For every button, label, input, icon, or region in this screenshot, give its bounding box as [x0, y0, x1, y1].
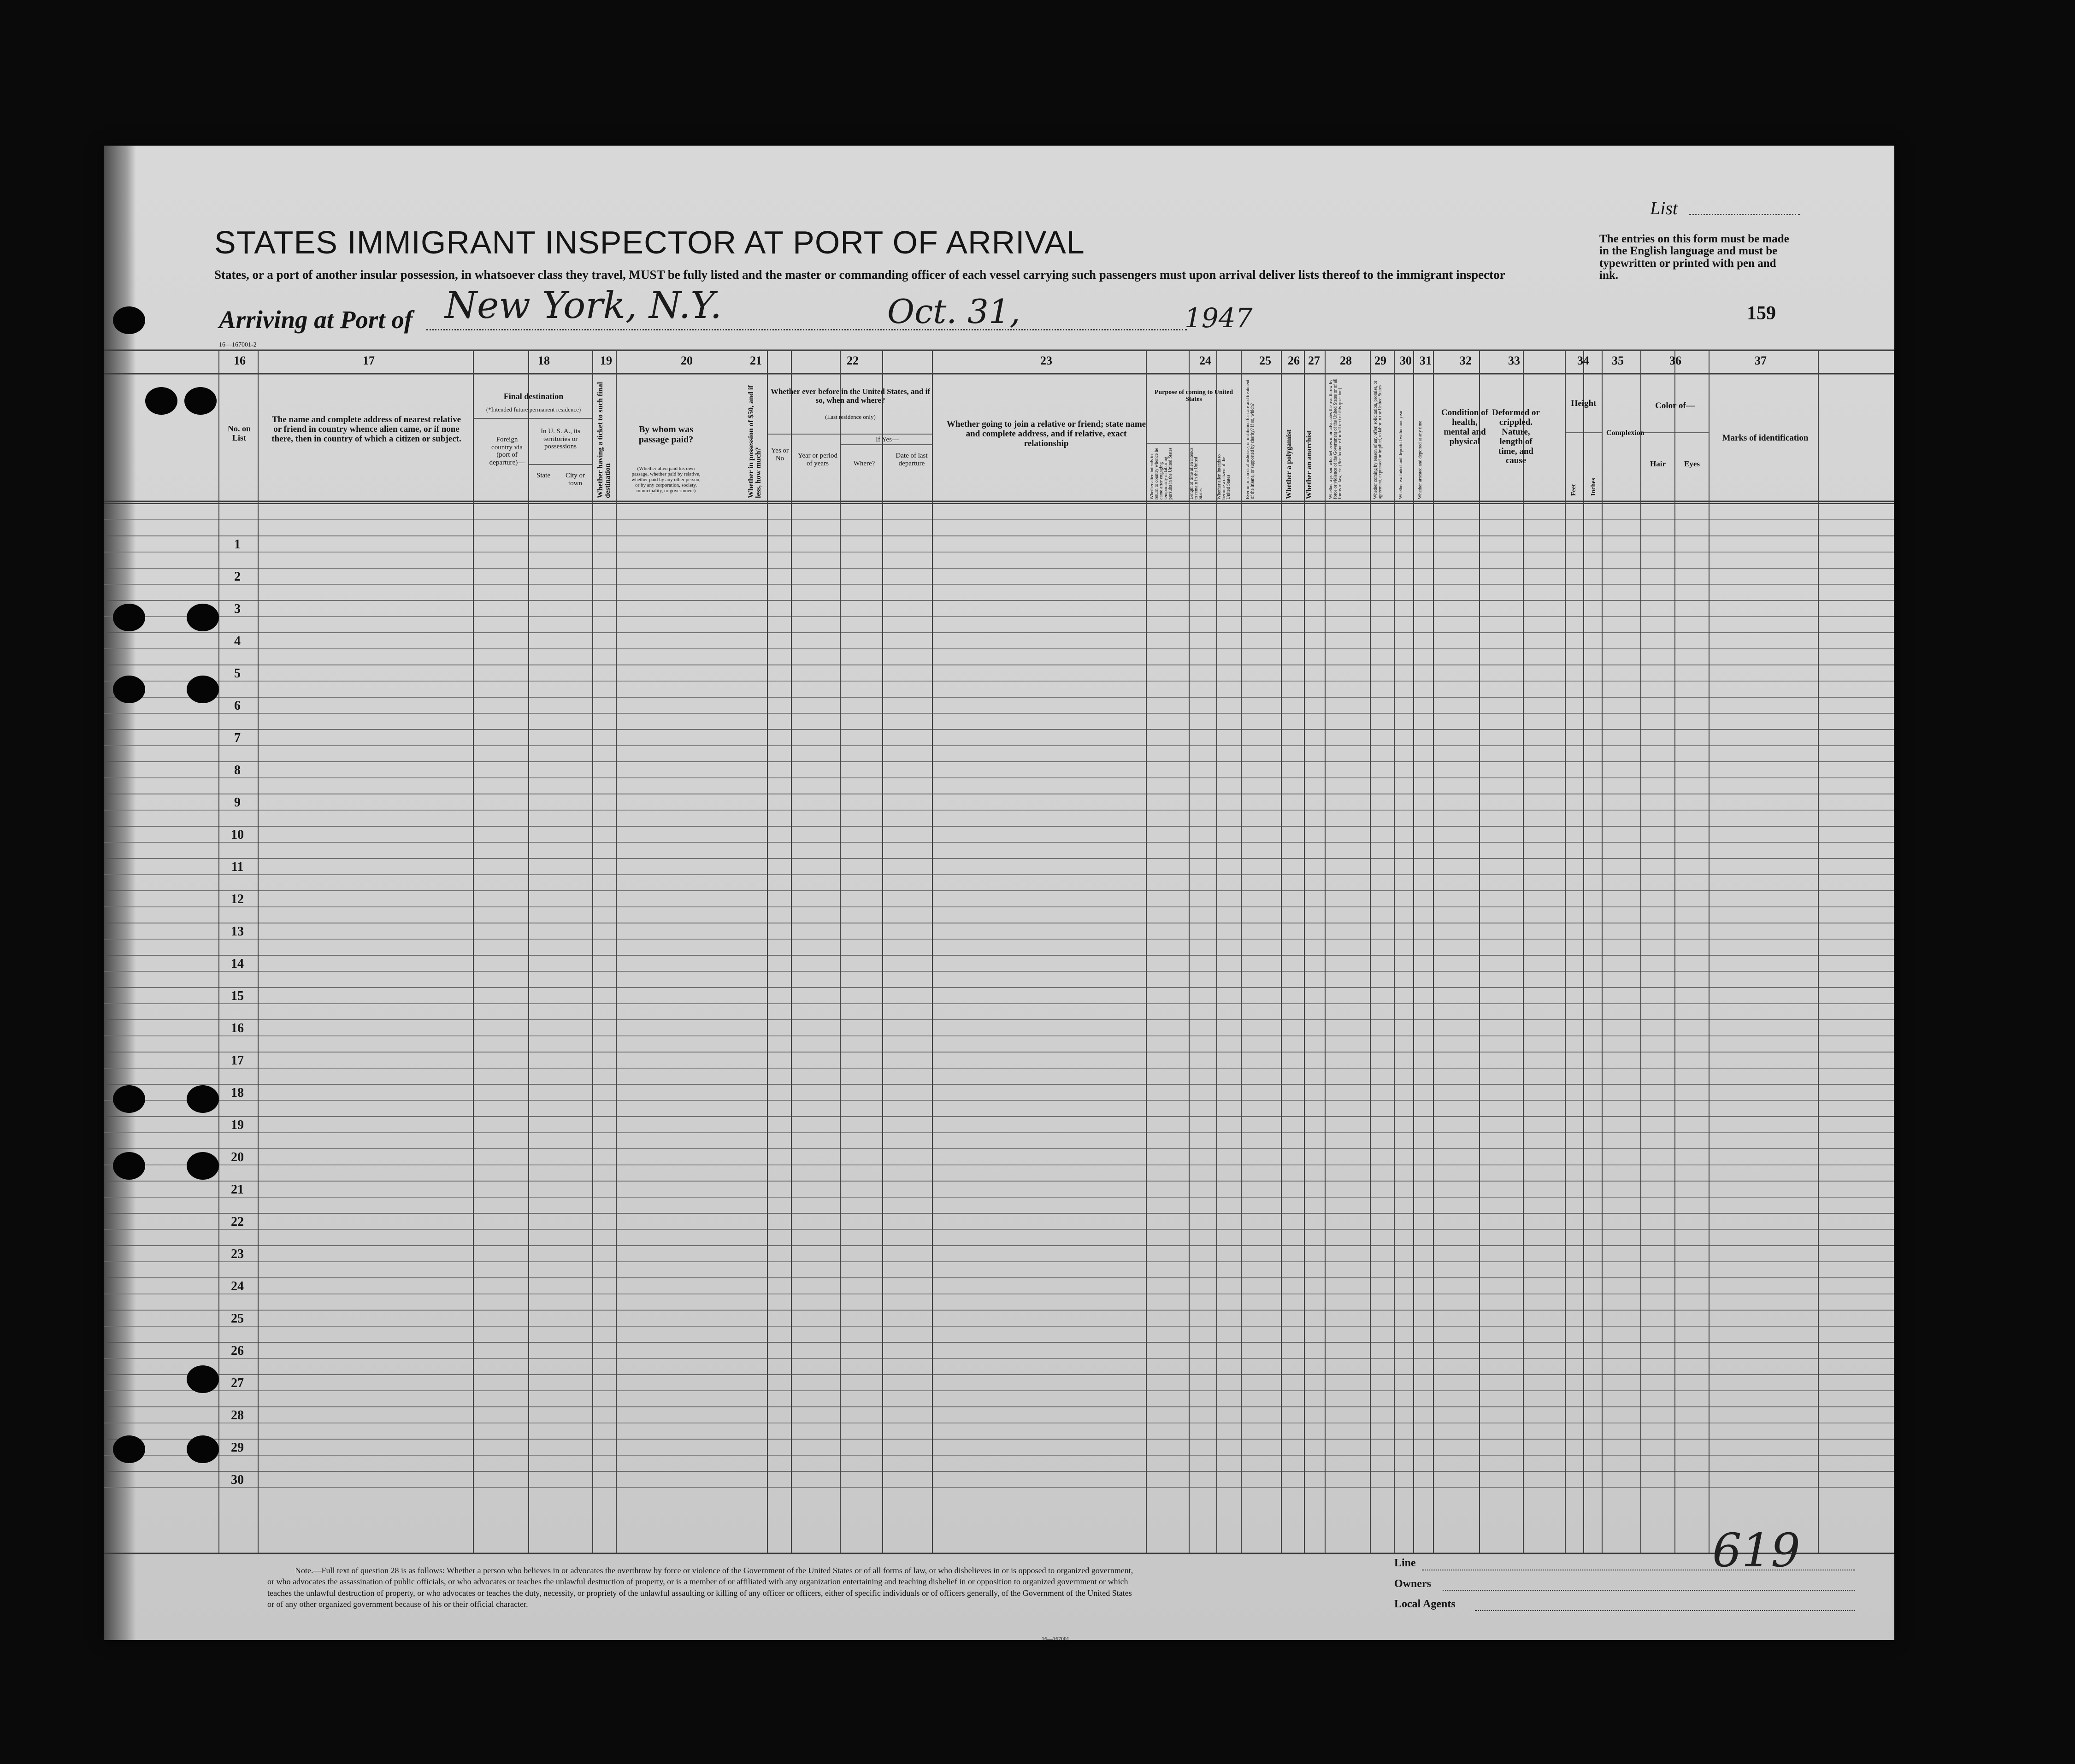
header-final-destination-note: (*Intended future permanent residence): [486, 406, 581, 413]
column-number-28: 28: [1340, 354, 1352, 367]
punch-hole: [187, 1365, 219, 1393]
row-number: 12: [231, 892, 244, 906]
header-foreign-country: Foreign country via (port of departure)—: [489, 436, 525, 466]
header-polygamist: Whether a polygamist: [1285, 429, 1293, 499]
row-number: 6: [234, 699, 241, 713]
header-purpose-citizen: Whether alien intends to become a citizen of the United States: [1217, 454, 1231, 500]
column-number-20: 20: [681, 354, 693, 367]
owners-field: [1443, 1590, 1855, 1591]
header-purpose: Purpose of coming to United States: [1154, 389, 1233, 403]
header-no-on-list: No. on List: [227, 424, 251, 442]
column-number-18: 18: [538, 354, 550, 367]
header-ever-before-note: (Last residence only): [825, 413, 876, 420]
punch-hole: [187, 604, 219, 631]
row-number: 8: [234, 763, 241, 777]
row-number: 2: [234, 570, 241, 584]
header-where: Where?: [853, 460, 875, 467]
header-if-yes: If Yes—: [875, 436, 899, 443]
row-number: 11: [231, 860, 244, 874]
punch-hole: [113, 676, 145, 703]
header-complexion: Complexion: [1606, 429, 1645, 437]
column-number-23: 23: [1040, 354, 1052, 367]
punch-hole: [113, 1435, 145, 1463]
row-number: 16: [231, 1021, 244, 1035]
local-agents-label: Local Agents: [1394, 1598, 1456, 1610]
header-year-period: Year or period of years: [798, 452, 837, 467]
header-question-28: Whether a person who believes in or advocates the overthrow by force or violence of the Government of the United States or of all forms of law, etc. (See footnote for full text of this question): [1328, 378, 1343, 499]
header-ticket: Whether having a ticket to such final destination: [596, 382, 612, 498]
column-number-25: 25: [1259, 354, 1271, 367]
row-number: 3: [234, 602, 241, 616]
header-yes-no: Yes or No: [771, 447, 789, 462]
page-number: 159: [1747, 303, 1776, 324]
punch-hole: [184, 387, 217, 415]
header-hair: Hair: [1650, 459, 1666, 468]
header-color: Color of—: [1655, 401, 1695, 411]
manifest-sheet: [104, 146, 1894, 1640]
header-deformed: Deformed or crippled. Nature, length of time, and cause: [1492, 408, 1540, 466]
list-label: List: [1650, 198, 1678, 218]
punch-hole: [113, 604, 145, 631]
header-arrested: Whether arrested and deported at any time: [1418, 421, 1423, 499]
header-purpose-return: Whether alien intends to return to country whence he came after engaging temporarily in laboring pursuits in the United States: [1150, 447, 1173, 500]
column-number-29: 29: [1374, 354, 1386, 367]
row-number: 5: [234, 666, 241, 681]
header-final-destination: Final destination: [503, 392, 564, 401]
column-number-31: 31: [1420, 354, 1432, 367]
corner-handwritten-number: 619: [1712, 1523, 1800, 1577]
footnote-question-28: Note.—Full text of question 28 is as follows: Whether a person who believes in or advocates the overthrow by force or violence of the Government of the United States or of all forms of law, or who disbelieves in or is opposed to organized government, or who advocates the assassination of public officials, or who advocates or teaches the unlawful destruction of property, or is a member of or affiliated with any organization entertaining and teaching disbelief in or opposition to organized government or which teaches the unlawful destruction of property, or who advocates or teaches the duty, necessity, or propriety of the unlawful assaulting or killing of any officer or officers, either of specific individuals or of officers generally, of the Government of the United States or of any other organized government because of his or their official character.: [267, 1566, 1133, 1609]
punch-hole: [187, 676, 219, 703]
header-feet: Feet: [1570, 484, 1577, 496]
header-date-departure: Date of last departure: [896, 452, 928, 467]
row-number: 10: [231, 828, 244, 842]
header-eyes: Eyes: [1684, 459, 1700, 468]
column-number-24: 24: [1199, 354, 1211, 367]
port-handwritten: New York, N.Y.: [445, 284, 722, 327]
owners-label: Owners: [1394, 1578, 1431, 1590]
form-subtitle: States, or a port of another insular possession, in whatsoever class they travel, MUST be fully listed and the master or commanding officer of each vessel carrying such passengers must upon arrival deliver lists thereof to the immigrant inspector: [214, 268, 1505, 282]
local-agents-field: [1475, 1610, 1855, 1611]
column-number-19: 19: [600, 354, 612, 367]
row-number: 27: [231, 1376, 244, 1390]
punch-hole: [145, 387, 177, 415]
row-number: 17: [231, 1053, 244, 1068]
header-passage-note: (Whether alien paid his own passage, whether paid by relative, whether paid by any other person, or by any corporation, society, municipality, or government): [631, 466, 701, 494]
arriving-label: Arriving at Port of: [219, 306, 413, 334]
header-ever-before: Whether ever before in the United States, and if so, when and where?: [770, 387, 931, 405]
column-number-17: 17: [363, 354, 375, 367]
header-health: Condition of health, mental and physical: [1441, 408, 1488, 447]
row-number: 20: [231, 1150, 244, 1164]
column-number-35: 35: [1612, 354, 1624, 367]
column-number-16: 16: [234, 354, 246, 367]
punch-hole: [113, 306, 145, 334]
column-number-32: 32: [1460, 354, 1472, 367]
row-number: 30: [231, 1473, 244, 1487]
header-prison: Ever in prison or almshouse, or institution for care and treatment of the insane, or supported by charity? If so, which?: [1245, 379, 1255, 499]
header-anarchist: Whether an anarchist: [1305, 430, 1313, 499]
header-nearest-relative: The name and complete address of nearest relative or friend in country whence alien came, or if none there, then in country of which a citizen or subject.: [271, 415, 461, 444]
row-number: 21: [231, 1182, 244, 1197]
punch-hole: [113, 1085, 145, 1113]
instructions: The entries on this form must be made in the English language and must be typewritten or printed with pen and ink.: [1599, 233, 1789, 282]
row-number: 13: [231, 924, 244, 939]
header-excluded: Whether excluded and deported within one year: [1398, 410, 1403, 499]
footnote-code: 16—167001: [1042, 1635, 1069, 1642]
punch-hole: [113, 1152, 145, 1180]
column-number-21: 21: [750, 354, 762, 367]
row-number: 19: [231, 1118, 244, 1132]
row-number: 26: [231, 1344, 244, 1358]
header-city: City or town: [565, 472, 585, 487]
year-handwritten: 1947: [1185, 302, 1253, 334]
column-number-33: 33: [1508, 354, 1520, 367]
row-number: 25: [231, 1311, 244, 1326]
header-in-usa: In U. S. A., its territories or possessions: [541, 428, 580, 450]
row-number: 15: [231, 989, 244, 1003]
column-number-30: 30: [1400, 354, 1412, 367]
punch-hole: [187, 1085, 219, 1113]
header-purpose-length: Length of time alien intends to remain in the United States: [1189, 447, 1203, 500]
grid: [104, 146, 1894, 1640]
header-inches: Inches: [1590, 478, 1597, 496]
date-handwritten: Oct. 31,: [887, 292, 1020, 331]
row-number: 1: [234, 537, 241, 552]
header-marks: Marks of identification: [1722, 433, 1809, 443]
column-number-36: 36: [1669, 354, 1681, 367]
form-title: STATES IMMIGRANT INSPECTOR AT PORT OF ARRIVAL: [214, 224, 1085, 260]
row-number: 18: [231, 1086, 244, 1100]
column-number-34: 34: [1577, 354, 1589, 367]
row-number: 9: [234, 795, 241, 810]
column-number-27: 27: [1308, 354, 1320, 367]
line-label: Line: [1394, 1557, 1416, 1569]
column-number-26: 26: [1288, 354, 1300, 367]
row-number: 4: [234, 634, 241, 648]
header-state: State: [536, 472, 550, 479]
header-offer-labor: Whether coming by reason of any offer, solicitation, promise, or agreement, expressed or implied, to labor in the United States: [1373, 380, 1383, 499]
column-number-37: 37: [1755, 354, 1767, 367]
row-number: 28: [231, 1408, 244, 1423]
row-number: 7: [234, 731, 241, 745]
header-join-relative: Whether going to join a relative or friend; state name and complete address, and if relative, exact relationship: [946, 419, 1146, 448]
row-number: 22: [231, 1215, 244, 1229]
punch-hole: [187, 1435, 219, 1463]
row-number: 23: [231, 1247, 244, 1261]
punch-hole: [187, 1152, 219, 1180]
column-number-22: 22: [847, 354, 859, 367]
row-number: 24: [231, 1279, 244, 1294]
header-height: Height: [1571, 399, 1597, 408]
header-passage-paid: By whom was passage paid?: [638, 424, 694, 445]
row-number: 29: [231, 1441, 244, 1455]
form-code: 16—167001-2: [219, 341, 257, 348]
row-number: 14: [231, 957, 244, 971]
header-possession-50: Whether in possession of $50, and if less, how much?: [747, 385, 762, 498]
